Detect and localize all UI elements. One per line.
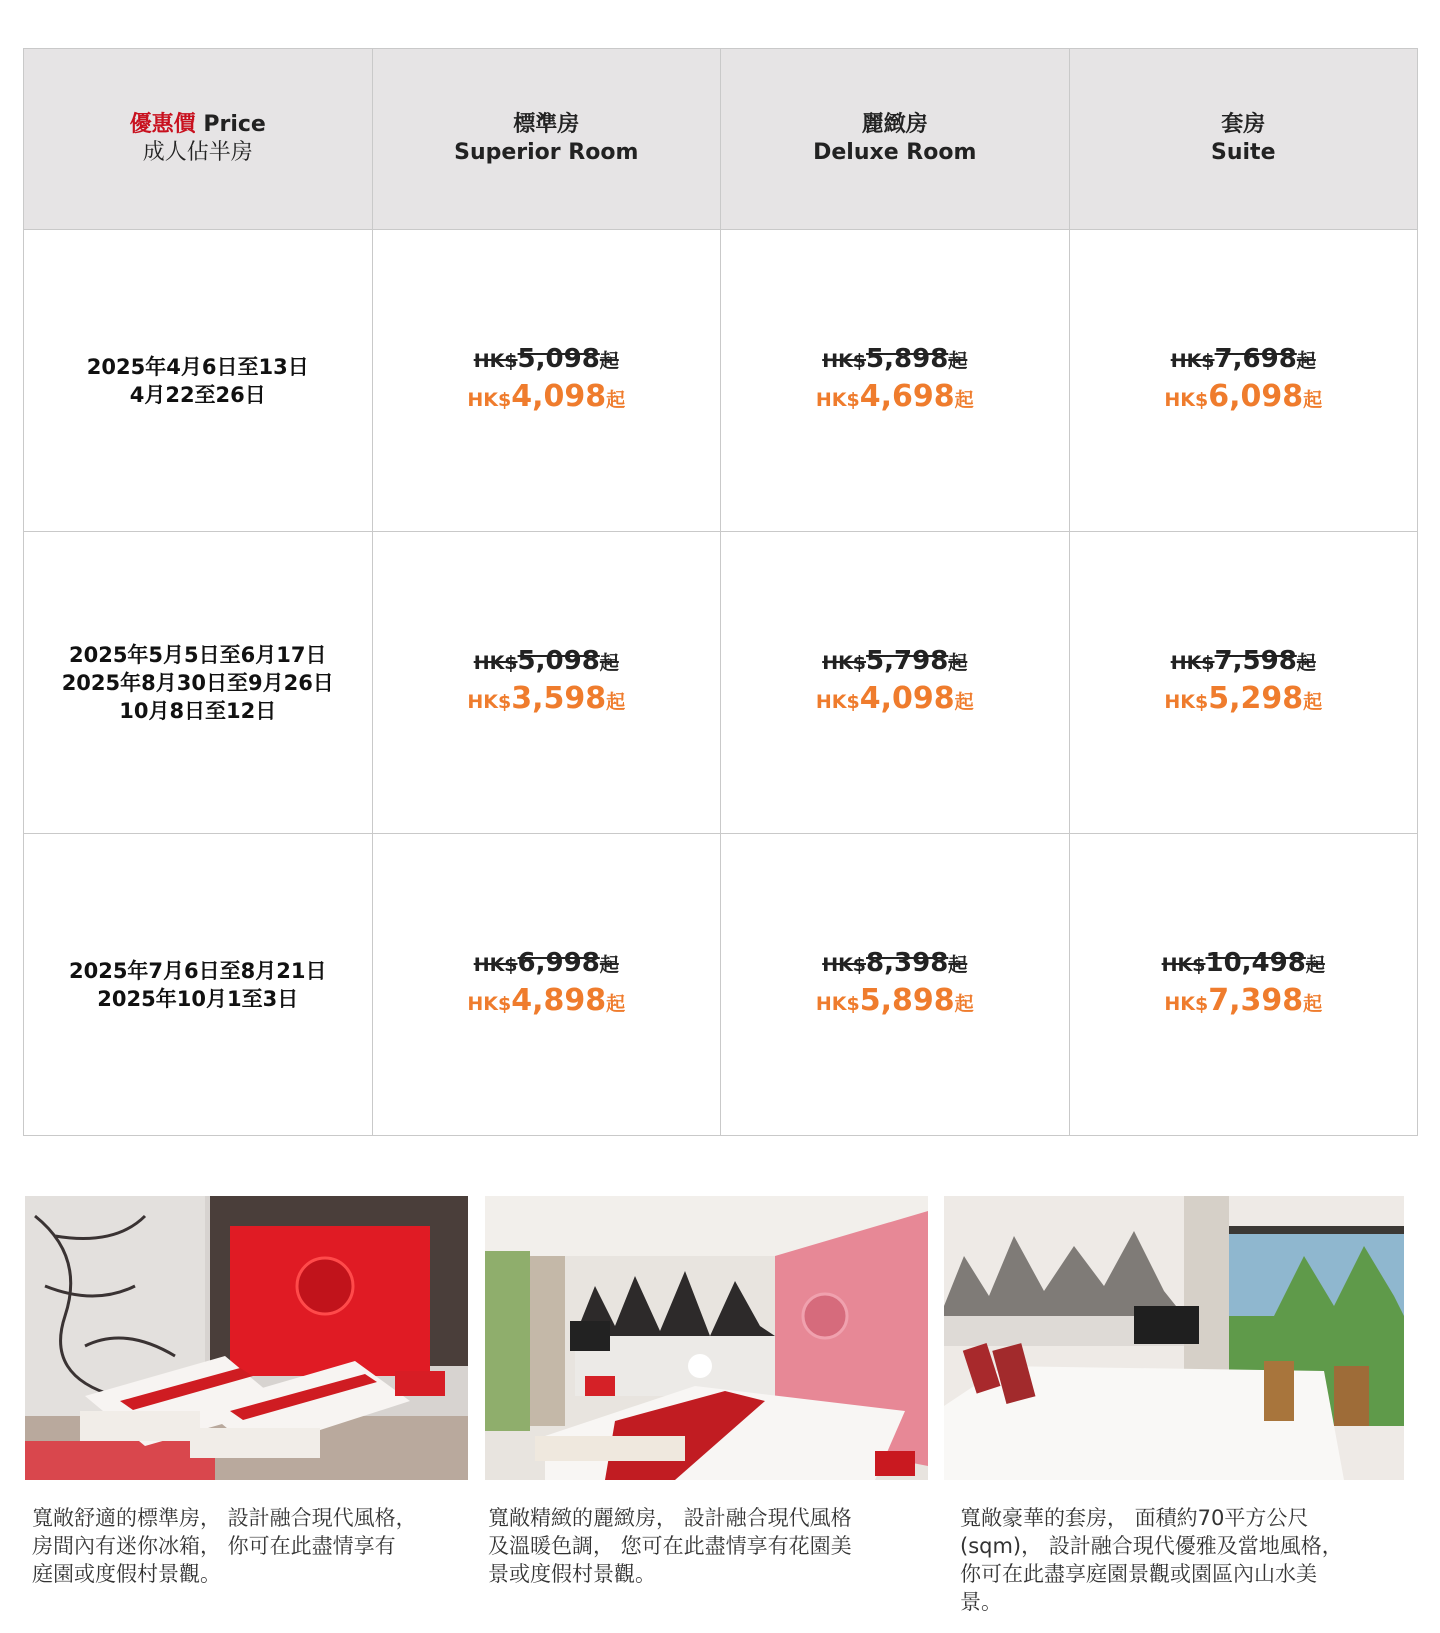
discount-price: HK$5,298起 xyxy=(1164,681,1323,716)
header-deluxe-room xyxy=(721,49,1070,230)
room-name-en: Suite xyxy=(1211,140,1276,165)
price-label: Price xyxy=(195,112,266,137)
room-name-zh: 麗緻房 xyxy=(861,112,928,137)
original-price: HK$5,798起 xyxy=(822,646,968,676)
price-highlight: 優惠價 xyxy=(129,112,196,137)
discount-price: HK$4,698起 xyxy=(815,379,974,414)
price-sub-label: 成人佔半房 xyxy=(142,140,253,165)
discount-price: HK$3,598起 xyxy=(467,681,626,716)
original-price: HK$8,398起 xyxy=(822,948,968,978)
price-cell xyxy=(372,834,721,1136)
date-line: 2025年10月1至3日 xyxy=(97,986,299,1011)
table-row xyxy=(24,230,1418,532)
date-line: 2025年4月6日至13日 xyxy=(86,354,309,379)
discount-price: HK$7,398起 xyxy=(1164,983,1323,1018)
description-line: 及溫暖色調， 您可在此盡情享有花園美 xyxy=(488,1534,852,1558)
original-price: HK$5,098起 xyxy=(473,344,619,374)
price-cell xyxy=(721,532,1070,834)
suite-description xyxy=(960,1504,1400,1616)
superior-room-description xyxy=(32,1504,472,1588)
table-row xyxy=(24,834,1418,1136)
description-line: 你可在此盡享庭園景觀或園區內山水美 xyxy=(960,1562,1317,1586)
room-name-zh: 標準房 xyxy=(513,112,580,137)
suite-photo xyxy=(944,1196,1404,1480)
discount-price: HK$5,898起 xyxy=(815,983,974,1018)
header-superior-room xyxy=(372,49,721,230)
description-line: 寬敞精緻的麗緻房， 設計融合現代風格 xyxy=(488,1506,852,1530)
description-line: (sqm)， 設計融合現代優雅及當地風格， xyxy=(960,1534,1343,1558)
price-cell xyxy=(372,230,721,532)
room-name-zh: 套房 xyxy=(1221,112,1266,137)
header-price-cell xyxy=(24,49,373,230)
price-cell xyxy=(1069,532,1418,834)
room-name-en: Deluxe Room xyxy=(813,140,977,165)
discount-price: HK$4,898起 xyxy=(467,983,626,1018)
discount-price: HK$6,098起 xyxy=(1164,379,1323,414)
table-row xyxy=(24,532,1418,834)
header-suite xyxy=(1069,49,1418,230)
date-range-cell xyxy=(24,230,373,532)
description-line: 房間內有迷你冰箱， 你可在此盡情享有 xyxy=(32,1534,396,1558)
original-price: HK$5,098起 xyxy=(473,646,619,676)
superior-room-photo xyxy=(25,1196,468,1480)
price-cell xyxy=(721,230,1070,532)
discount-price: HK$4,098起 xyxy=(467,379,626,414)
price-cell xyxy=(372,532,721,834)
date-range-cell xyxy=(24,532,373,834)
date-line: 2025年7月6日至8月21日 xyxy=(68,958,327,983)
original-price: HK$10,498起 xyxy=(1161,948,1325,978)
original-price: HK$7,598起 xyxy=(1170,646,1316,676)
deluxe-room-description xyxy=(488,1504,928,1588)
price-table xyxy=(23,48,1418,1136)
price-cell xyxy=(721,834,1070,1136)
date-line: 10月8日至12日 xyxy=(119,698,277,723)
price-cell xyxy=(1069,834,1418,1136)
original-price: HK$6,998起 xyxy=(473,948,619,978)
price-cell xyxy=(1069,230,1418,532)
date-line: 2025年5月5日至6月17日 xyxy=(68,642,327,667)
discount-price: HK$4,098起 xyxy=(815,681,974,716)
date-range-cell xyxy=(24,834,373,1136)
description-line: 寬敞舒適的標準房， 設計融合現代風格， xyxy=(32,1506,417,1530)
description-line: 寬敞豪華的套房， 面積約70平方公尺 xyxy=(960,1506,1309,1530)
date-line: 2025年8月30日至9月26日 xyxy=(61,670,334,695)
description-line: 景。 xyxy=(960,1590,1002,1614)
deluxe-room-photo xyxy=(485,1196,928,1480)
original-price: HK$7,698起 xyxy=(1170,344,1316,374)
date-line: 4月22至26日 xyxy=(129,382,266,407)
room-name-en: Superior Room xyxy=(454,140,639,165)
description-line: 庭園或度假村景觀。 xyxy=(32,1562,221,1586)
table-header-row xyxy=(24,49,1418,230)
original-price: HK$5,898起 xyxy=(822,344,968,374)
description-line: 景或度假村景觀。 xyxy=(488,1562,656,1586)
